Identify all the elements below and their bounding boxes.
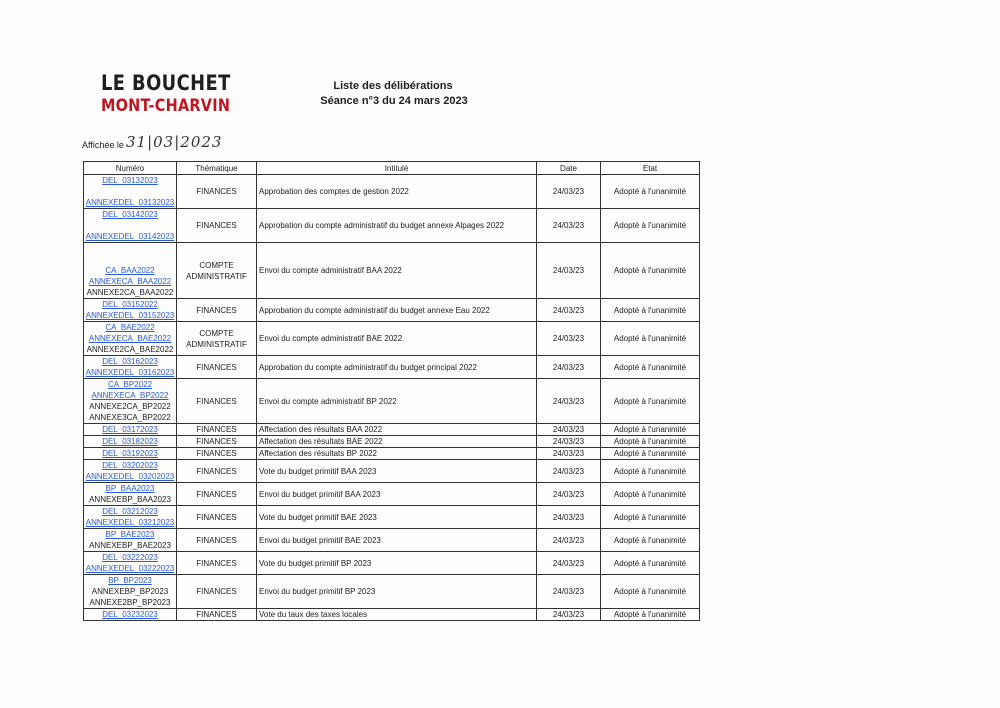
deliberations-table (83, 161, 699, 621)
date-cell: 24/03/23 (537, 175, 601, 209)
deliberation-link[interactable]: DEL_03212023 (102, 507, 158, 516)
col-header-etat: Etat (601, 162, 700, 175)
intitule-cell: Approbation du compte administratif du budget annexe Alpages 2022 (257, 209, 537, 243)
thematique-cell: FINANCES (177, 356, 257, 379)
numero-text: ANNEXE2CA_BAE2022 (86, 345, 174, 354)
etat-cell: Adopté à l'unanimité (601, 506, 700, 529)
date-cell: 24/03/23 (537, 379, 601, 424)
etat-cell: Adopté à l'unanimité (601, 243, 700, 299)
table-body (84, 175, 700, 621)
intitule-cell: Vote du taux des taxes locales (257, 609, 537, 621)
numero-text: ANNEXE3CA_BP2022 (89, 413, 171, 422)
page-title: Liste des délibérations (333, 80, 453, 92)
thematique-cell: FINANCES (177, 483, 257, 506)
deliberation-link[interactable]: ANNEXEDEL_03202023 (85, 472, 175, 481)
date-cell: 24/03/23 (537, 322, 601, 356)
date-cell: 24/03/23 (537, 552, 601, 575)
affichee-date: 31|03|2023 (126, 133, 223, 151)
numero-cell (84, 552, 177, 575)
etat-cell: Adopté à l'unanimité (601, 436, 700, 448)
numero-text: ANNEXEBP_BAA2023 (89, 495, 171, 504)
table-row (84, 460, 700, 483)
numero-cell (84, 460, 177, 483)
numero-text (84, 254, 176, 265)
logo-line1: LE BOUCHET (101, 71, 231, 95)
table-row (84, 299, 700, 322)
numero-cell (84, 609, 177, 621)
deliberation-link[interactable]: ANNEXEDEL_03222023 (85, 564, 175, 573)
deliberation-link[interactable]: DEL_03202023 (102, 461, 158, 470)
date-cell: 24/03/23 (537, 609, 601, 621)
numero-cell (84, 529, 177, 552)
table-row (84, 356, 700, 379)
deliberation-link[interactable]: ANNEXEDEL_03152023 (85, 311, 175, 320)
intitule-cell: Envoi du budget primitif BP 2023 (257, 575, 537, 609)
numero-text (84, 220, 176, 231)
thematique-cell: FINANCES (177, 379, 257, 424)
numero-cell (84, 436, 177, 448)
thematique-cell: FINANCES (177, 209, 257, 243)
intitule-cell: Envoi du compte administratif BAA 2022 (257, 243, 537, 299)
deliberation-link[interactable]: ANNEXEDEL_03212023 (85, 518, 175, 527)
col-header-date: Date (537, 162, 601, 175)
col-header-numero: Numéro (84, 162, 177, 175)
deliberation-link[interactable]: BP_BAE2023 (105, 530, 155, 539)
date-cell: 24/03/23 (537, 575, 601, 609)
deliberation-link[interactable]: DEL_03222023 (102, 553, 158, 562)
numero-cell (84, 448, 177, 460)
deliberation-link[interactable]: ANNEXEDEL_03132023 (85, 198, 175, 207)
table-row (84, 575, 700, 609)
deliberation-link[interactable]: ANNEXECA_BP2022 (91, 391, 169, 400)
deliberation-link[interactable]: DEL_03142023 (102, 210, 158, 219)
numero-cell (84, 322, 177, 356)
thematique-cell: COMPTE ADMINISTRATIF (177, 243, 257, 299)
table-row (84, 175, 700, 209)
numero-cell (84, 299, 177, 322)
intitule-cell: Approbation des comptes de gestion 2022 (257, 175, 537, 209)
etat-cell: Adopté à l'unanimité (601, 299, 700, 322)
etat-cell: Adopté à l'unanimité (601, 356, 700, 379)
etat-cell: Adopté à l'unanimité (601, 379, 700, 424)
numero-text: ANNEXE2CA_BP2022 (89, 402, 171, 411)
etat-cell: Adopté à l'unanimité (601, 609, 700, 621)
table-row (84, 424, 700, 436)
numero-cell (84, 243, 177, 299)
etat-cell: Adopté à l'unanimité (601, 209, 700, 243)
etat-cell: Adopté à l'unanimité (601, 552, 700, 575)
intitule-cell: Vote du budget primitif BP 2023 (257, 552, 537, 575)
table-row (84, 483, 700, 506)
deliberation-link[interactable]: DEL_03232023 (102, 610, 158, 619)
deliberation-link[interactable]: DEL_03132023 (102, 176, 158, 185)
table-row (84, 506, 700, 529)
etat-cell: Adopté à l'unanimité (601, 575, 700, 609)
deliberation-link[interactable]: ANNEXECA_BAA2022 (88, 277, 172, 286)
table-row (84, 209, 700, 243)
etat-cell: Adopté à l'unanimité (601, 322, 700, 356)
intitule-cell: Envoi du budget primitif BAA 2023 (257, 483, 537, 506)
numero-text: ANNEXEBP_BAE2023 (89, 541, 171, 550)
page-subtitle: Séance n°3 du 24 mars 2023 (320, 95, 468, 107)
table-row (84, 436, 700, 448)
thematique-cell: FINANCES (177, 175, 257, 209)
date-cell: 24/03/23 (537, 356, 601, 379)
intitule-cell: Envoi du compte administratif BP 2022 (257, 379, 537, 424)
numero-cell (84, 175, 177, 209)
numero-text: ANNEXE2CA_BAA2022 (86, 288, 174, 297)
date-cell: 24/03/23 (537, 483, 601, 506)
date-cell: 24/03/23 (537, 424, 601, 436)
table-row (84, 379, 700, 424)
thematique-cell: FINANCES (177, 436, 257, 448)
table-row (84, 529, 700, 552)
numero-cell (84, 483, 177, 506)
date-cell: 24/03/23 (537, 436, 601, 448)
date-cell: 24/03/23 (537, 529, 601, 552)
deliberation-link[interactable]: DEL_03172023 (102, 425, 158, 434)
thematique-cell: FINANCES (177, 552, 257, 575)
intitule-cell: Affectation des résultats BP 2022 (257, 448, 537, 460)
deliberation-link[interactable]: DEL_03192023 (102, 449, 158, 458)
etat-cell: Adopté à l'unanimité (601, 448, 700, 460)
deliberation-link[interactable]: CA_BP2022 (107, 380, 153, 389)
date-cell: 24/03/23 (537, 460, 601, 483)
numero-text: ANNEXE2BP_BP2023 (89, 598, 171, 607)
deliberation-link[interactable]: BP_BP2023 (108, 576, 152, 585)
thematique-cell: FINANCES (177, 448, 257, 460)
numero-cell (84, 506, 177, 529)
intitule-cell: Approbation du compte administratif du budget annexe Eau 2022 (257, 299, 537, 322)
deliberation-link[interactable]: ANNEXEDEL_03142023 (85, 232, 175, 241)
thematique-cell: FINANCES (177, 609, 257, 621)
etat-cell: Adopté à l'unanimité (601, 175, 700, 209)
date-cell: 24/03/23 (537, 299, 601, 322)
thematique-cell: COMPTE ADMINISTRATIF (177, 322, 257, 356)
numero-cell (84, 424, 177, 436)
table-row (84, 243, 700, 299)
deliberation-link[interactable]: ANNEXECA_BAE2022 (88, 334, 172, 343)
thematique-cell: FINANCES (177, 460, 257, 483)
etat-cell: Adopté à l'unanimité (601, 424, 700, 436)
numero-cell (84, 356, 177, 379)
thematique-cell: FINANCES (177, 506, 257, 529)
numero-cell (84, 379, 177, 424)
intitule-cell: Envoi du compte administratif BAE 2022 (257, 322, 537, 356)
etat-cell: Adopté à l'unanimité (601, 529, 700, 552)
numero-cell (84, 575, 177, 609)
numero-text (84, 243, 176, 254)
deliberation-link[interactable]: BP_BAA2023 (105, 484, 155, 493)
intitule-cell: Envoi du budget primitif BAE 2023 (257, 529, 537, 552)
table-row (84, 448, 700, 460)
thematique-cell: FINANCES (177, 299, 257, 322)
intitule-cell: Affectation des résultats BAE 2022 (257, 436, 537, 448)
intitule-cell: Vote du budget primitif BAE 2023 (257, 506, 537, 529)
deliberation-link[interactable]: DEL_03162023 (102, 357, 158, 366)
col-header-intitule: Intitulé (257, 162, 537, 175)
etat-cell: Adopté à l'unanimité (601, 483, 700, 506)
deliberation-link[interactable]: CA_BAE2022 (105, 323, 155, 332)
table-row (84, 609, 700, 621)
table-header-row (84, 162, 700, 175)
numero-cell (84, 209, 177, 243)
intitule-cell: Vote du budget primitif BAA 2023 (257, 460, 537, 483)
intitule-cell: Approbation du compte administratif du budget principal 2022 (257, 356, 537, 379)
deliberation-link[interactable]: CA_BAA2022 (105, 266, 155, 275)
thematique-cell: FINANCES (177, 424, 257, 436)
date-cell: 24/03/23 (537, 209, 601, 243)
date-cell: 24/03/23 (537, 243, 601, 299)
logo-line2: MONT-CHARVIN (101, 96, 231, 116)
date-cell: 24/03/23 (537, 506, 601, 529)
intitule-cell: Affectation des résultats BAA 2022 (257, 424, 537, 436)
etat-cell: Adopté à l'unanimité (601, 460, 700, 483)
table-row (84, 552, 700, 575)
date-cell: 24/03/23 (537, 448, 601, 460)
numero-text: ANNEXEBP_BP2023 (91, 587, 169, 596)
deliberation-link[interactable]: DEL_03152022 (102, 300, 158, 309)
thematique-cell: FINANCES (177, 529, 257, 552)
deliberation-link[interactable]: DEL_03182023 (102, 437, 158, 446)
col-header-thematique: Thématique (177, 162, 257, 175)
affichee-label: Affichée le (82, 140, 124, 150)
numero-text (84, 186, 176, 197)
deliberation-link[interactable]: ANNEXEDEL_03162023 (85, 368, 175, 377)
thematique-cell: FINANCES (177, 575, 257, 609)
table-row (84, 322, 700, 356)
